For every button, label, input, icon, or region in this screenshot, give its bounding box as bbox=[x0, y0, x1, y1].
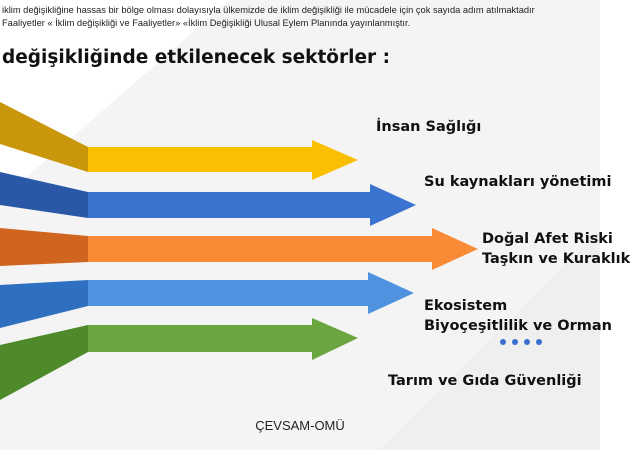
arrow-ecosystem-source bbox=[0, 280, 88, 328]
label-agriculture: Tarım ve Gıda Güvenliği bbox=[388, 373, 582, 389]
dot bbox=[512, 339, 518, 345]
arrow-disaster-source bbox=[0, 228, 88, 266]
arrow-water-body bbox=[88, 184, 416, 226]
dot bbox=[524, 339, 530, 345]
arrow-health-source bbox=[0, 102, 88, 172]
dot bbox=[536, 339, 542, 345]
arrow-agriculture bbox=[0, 318, 358, 400]
arrow-agriculture-source bbox=[0, 325, 88, 400]
label-health: İnsan Sağlığı bbox=[376, 119, 482, 135]
arrow-ecosystem bbox=[0, 272, 414, 328]
arrow-agriculture-body bbox=[88, 318, 358, 360]
arrow-health bbox=[0, 102, 358, 180]
decorative-dots bbox=[500, 330, 548, 349]
arrow-water bbox=[0, 172, 416, 226]
intro-line-1: iklim değişikliğine hassas bir bölge olması dolayısıyla ülkemizde de iklim değişikliği ile mücadele için çok sayıda adım atılmaktadır bbox=[2, 5, 535, 15]
label-ecosystem: Ekosistem Biyoçeşitlilik ve Orman bbox=[424, 298, 612, 334]
intro-line-2: Faaliyetler « İklim değişikliği ve Faaliyetler» «İklim Değişikliği Ulusal Eylem Planında yayınlanmıştır. bbox=[2, 18, 411, 28]
label-disaster: Doğal Afet Riski Taşkın ve Kuraklık bbox=[482, 231, 630, 267]
arrow-disaster-body bbox=[88, 228, 478, 270]
dot bbox=[500, 339, 506, 345]
arrow-ecosystem-body bbox=[88, 272, 414, 314]
arrow-water-source bbox=[0, 172, 88, 218]
footer-credit: ÇEVSAM-OMÜ bbox=[255, 418, 345, 433]
label-water: Su kaynakları yönetimi bbox=[424, 174, 612, 190]
arrow-health-body bbox=[88, 140, 358, 180]
arrow-disaster bbox=[0, 228, 478, 270]
slide-title: değişikliğinde etkilenecek sektörler : bbox=[2, 47, 390, 68]
